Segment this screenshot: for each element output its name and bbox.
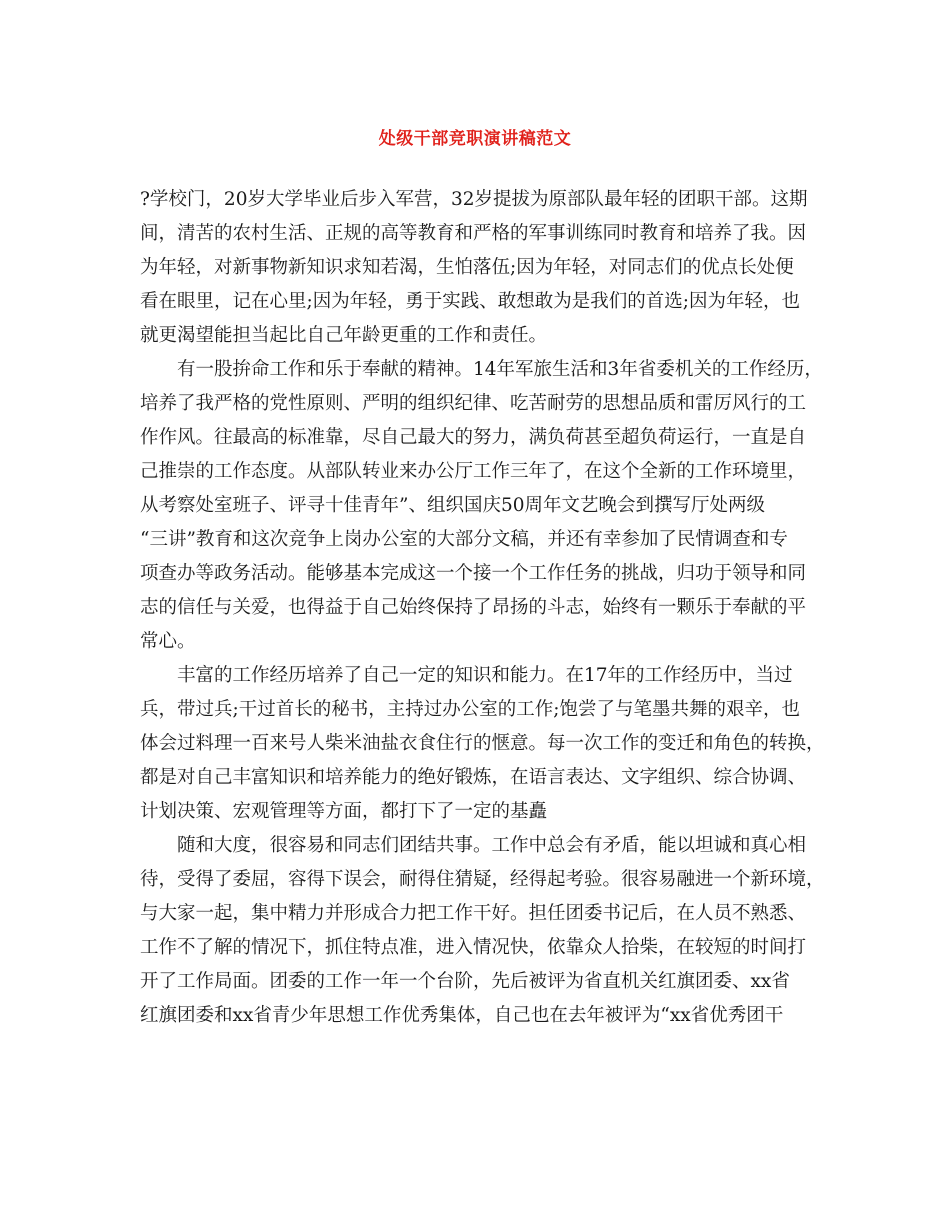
paragraph-line: 工作不了解的情况下，抓住特点准，进入情况快，依靠众人拾柴，在较短的时间打 — [140, 937, 807, 958]
paragraph-line: ?学校门，20岁大学毕业后步入军营，32岁提拔为原部队最年轻的团职干部。这期 — [140, 189, 808, 210]
paragraph-line: 兵，带过兵;干过首长的秘书，主持过办公室的工作;饱尝了与笔墨共舞的艰辛，也 — [140, 699, 800, 720]
paragraph-line: 待，受得了委屈，容得下误会，耐得住猜疑，经得起考验。很容易融进一个新环境， — [140, 869, 825, 890]
paragraph-line: 常心。 — [140, 631, 196, 652]
paragraph-line: 红旗团委和xx省青少年思想工作优秀集体，自己也在去年被评为“xx省优秀团干 — [140, 1005, 784, 1026]
paragraph-line: “三讲”教育和这次竞争上岗办公室的大部分文稿，并还有幸参加了民情调查和专 — [140, 529, 788, 550]
paragraph-line: 志的信任与关爱，也得益于自己始终保持了昂扬的斗志，始终有一颗乐于奉献的平 — [140, 597, 807, 618]
paragraph-line: 就更渴望能担当起比自己年龄更重的工作和责任。 — [140, 325, 548, 346]
paragraph-line: 看在眼里，记在心里;因为年轻，勇于实践、敢想敢为是我们的首选;因为年轻，也 — [140, 291, 800, 312]
paragraph-line: 都是对自己丰富知识和培养能力的绝好锻炼，在语言表达、文字组织、综合协调、 — [140, 767, 807, 788]
paragraph-line: 项查办等政务活动。能够基本完成这一个接一个工作任务的挑战，归功于领导和同 — [140, 563, 807, 584]
paragraph-line: 间，清苦的农村生活、正规的高等教育和严格的军事训练同时教育和培养了我。因 — [140, 223, 807, 244]
paragraph-line: 为年轻，对新事物新知识求知若渴，生怕落伍;因为年轻，对同志们的优点长处便 — [140, 257, 794, 278]
document-title: 处级干部竞职演讲稿范文 — [378, 129, 572, 149]
paragraph-line: 计划决策、宏观管理等方面，都打下了一定的基矗 — [140, 801, 548, 822]
paragraph-line: 开了工作局面。团委的工作一年一个台阶，先后被评为省直机关红旗团委、xx省 — [140, 971, 790, 992]
paragraph-line: 随和大度，很容易和同志们团结共事。工作中总会有矛盾，能以坦诚和真心相 — [177, 835, 807, 856]
paragraph-line: 己推崇的工作态度。从部队转业来办公厅工作三年了，在这个全新的工作环境里， — [140, 461, 807, 482]
paragraph-line: 从考察处室班子、评寻十佳青年”、组织国庆50周年文艺晚会到撰写厅处两级 — [140, 495, 766, 516]
paragraph-line: 培养了我严格的党性原则、严明的组织纪律、吃苦耐劳的思想品质和雷厉风行的工 — [140, 393, 807, 414]
paragraph-line: 作作风。往最高的标准靠，尽自己最大的努力，满负荷甚至超负荷运行，一直是自 — [140, 427, 807, 448]
paragraph-line: 与大家一起，集中精力并形成合力把工作干好。担任团委书记后，在人员不熟悉、 — [140, 903, 807, 924]
paragraph-line: 体会过料理一百来号人柴米油盐衣食住行的惬意。每一次工作的变迁和角色的转换， — [140, 733, 825, 754]
paragraph-line: 有一股拚命工作和乐于奉献的精神。14年军旅生活和3年省委机关的工作经历， — [177, 359, 823, 380]
paragraph-line: 丰富的工作经历培养了自己一定的知识和能力。在17年的工作经历中，当过 — [177, 665, 793, 686]
